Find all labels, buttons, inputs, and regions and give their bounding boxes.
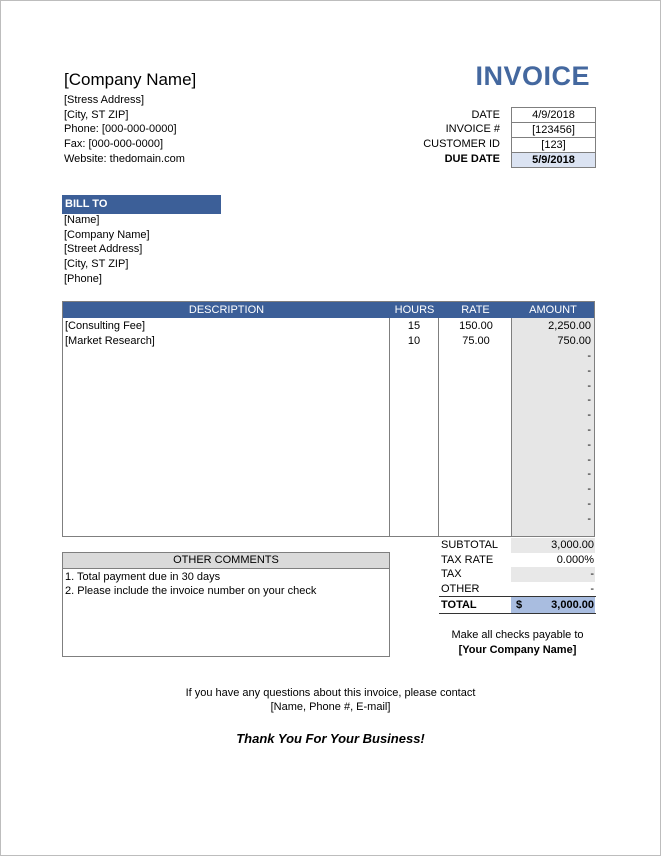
rate-header: RATE	[461, 304, 490, 316]
subtotal-value: 3,000.00	[551, 539, 594, 551]
row-1-description[interactable]: [Consulting Fee]	[65, 320, 146, 332]
empty-amount-cell: -	[587, 438, 591, 451]
company-website: Website: thedomain.com	[64, 153, 185, 165]
bill-to-company[interactable]: [Company Name]	[64, 229, 150, 241]
comment-line-1[interactable]: 1. Total payment due in 30 days	[65, 571, 221, 583]
empty-amount-cell: -	[587, 453, 591, 466]
bill-to-phone[interactable]: [Phone]	[64, 273, 102, 285]
invoice-number-value[interactable]: [123456]	[511, 122, 596, 138]
empty-amount-cell: -	[587, 364, 591, 377]
amount-header: AMOUNT	[529, 304, 577, 316]
column-divider	[438, 318, 439, 536]
invoice-number-label: INVOICE #	[445, 123, 500, 135]
payable-to-label: Make all checks payable to	[451, 629, 584, 641]
empty-amount-cell: -	[587, 483, 591, 496]
date-value[interactable]: 4/9/2018	[511, 107, 596, 123]
bill-to-street[interactable]: [Street Address]	[64, 243, 143, 255]
total-label: TOTAL	[441, 599, 477, 611]
thank-you-text: Thank You For Your Business!	[236, 731, 425, 746]
due-date-label: DUE DATE	[444, 153, 500, 165]
other-comments-header: OTHER COMMENTS	[63, 553, 389, 569]
tax-rate-label: TAX RATE	[441, 554, 494, 566]
bill-to-city[interactable]: [City, ST ZIP]	[64, 258, 129, 270]
payable-to-company[interactable]: [Your Company Name]	[458, 644, 577, 656]
row-2-description[interactable]: [Market Research]	[65, 335, 155, 347]
customer-id-value[interactable]: [123]	[511, 137, 596, 153]
empty-amount-cell: -	[587, 350, 591, 362]
empty-amount-cell: -	[587, 498, 591, 510]
total-bottom-rule	[439, 613, 596, 614]
date-label: DATE	[471, 109, 500, 121]
bill-to-name[interactable]: [Name]	[64, 214, 100, 226]
company-city: [City, ST ZIP]	[64, 109, 129, 121]
empty-amount-cell: -	[587, 512, 591, 525]
empty-amount-cell: -	[587, 379, 591, 392]
customer-id-label: CUSTOMER ID	[423, 138, 500, 150]
due-date-value[interactable]: 5/9/2018	[511, 152, 596, 168]
company-phone: Phone: [000-000-0000]	[64, 123, 177, 135]
tax-label: TAX	[441, 568, 462, 580]
company-fax: Fax: [000-000-0000]	[64, 138, 164, 150]
empty-amount-cell: -	[587, 468, 591, 481]
invoice-title: INVOICE	[475, 61, 590, 91]
questions-text: If you have any questions about this invoice, please contact	[185, 687, 476, 699]
other-label: OTHER	[441, 583, 480, 595]
subtotal-label: SUBTOTAL	[441, 539, 499, 551]
tax-value: -	[590, 568, 594, 580]
other-comments-box	[62, 552, 390, 657]
row-1-rate[interactable]: 150.00	[459, 320, 493, 332]
items-table	[62, 301, 595, 537]
row-2-hours[interactable]: 10	[407, 335, 421, 347]
empty-amount-cell: -	[587, 409, 591, 422]
description-header: DESCRIPTION	[188, 304, 265, 316]
tax-rate-value[interactable]: 0.000%	[556, 554, 594, 566]
company-address: [Stress Address]	[64, 94, 145, 106]
other-value[interactable]: -	[590, 583, 594, 595]
row-2-amount: 750.00	[557, 335, 591, 347]
total-currency: $	[516, 599, 523, 611]
row-1-hours[interactable]: 15	[407, 320, 421, 332]
column-divider	[389, 318, 390, 536]
row-1-amount: 2,250.00	[548, 320, 591, 332]
company-name: [Company Name]	[64, 70, 197, 89]
contact-placeholder[interactable]: [Name, Phone #, E-mail]	[270, 701, 391, 713]
total-value: 3,000.00	[551, 599, 594, 611]
comment-line-2[interactable]: 2. Please include the invoice number on your check	[65, 585, 317, 597]
bill-to-header: BILL TO	[62, 195, 221, 214]
items-table-header	[63, 302, 594, 318]
hours-header: HOURS	[394, 304, 435, 316]
row-2-rate[interactable]: 75.00	[462, 335, 490, 347]
empty-amount-cell: -	[587, 394, 591, 407]
empty-amount-cell: -	[587, 424, 591, 436]
